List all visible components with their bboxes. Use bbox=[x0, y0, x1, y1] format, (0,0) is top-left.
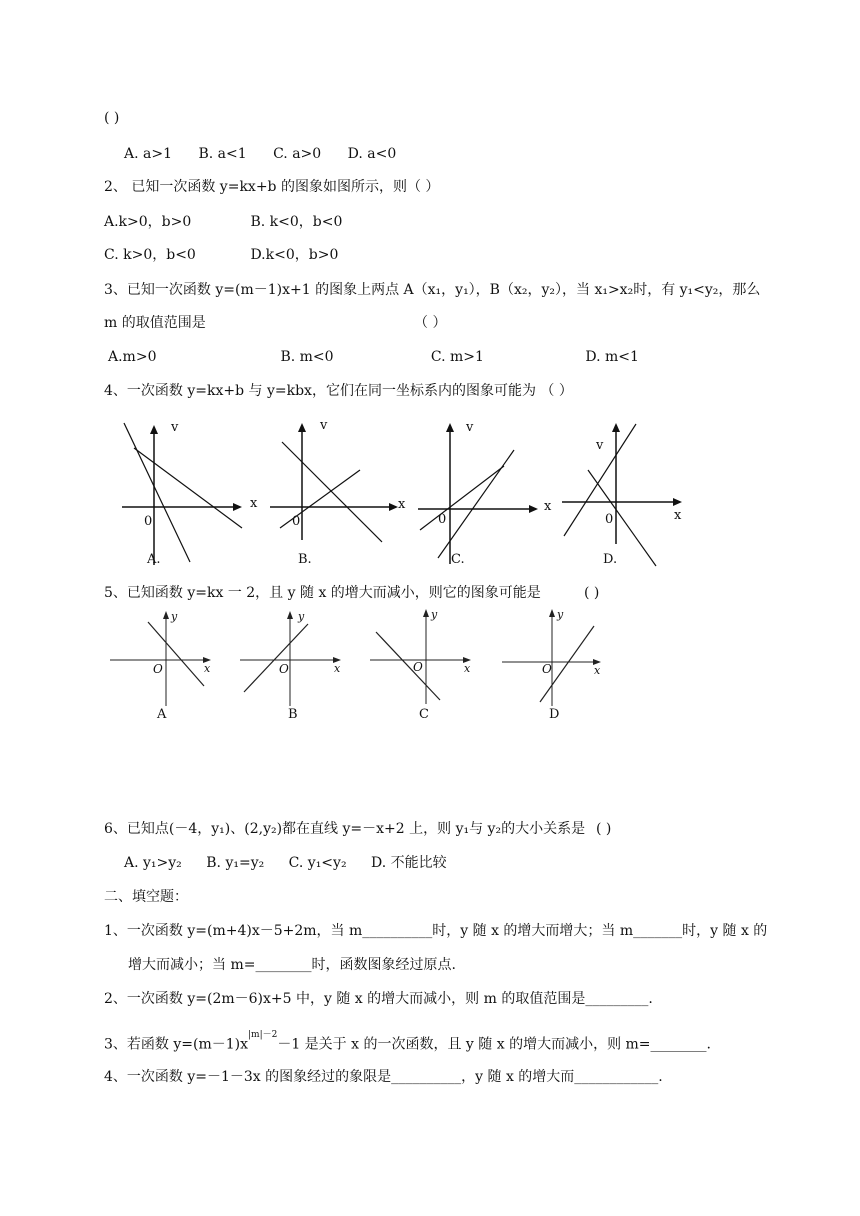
q5-bracket: ( ) bbox=[584, 585, 600, 601]
q1-option-b[interactable]: B. a<1 bbox=[198, 146, 247, 162]
q3-option-c[interactable]: C. m>1 bbox=[430, 349, 484, 365]
q4-graph-a-label: A. bbox=[147, 552, 161, 567]
q5-graph-c-label: C bbox=[419, 707, 429, 722]
q4-graph-d-label: D. bbox=[603, 552, 618, 567]
q5-graph-a-yaxis: y bbox=[171, 610, 178, 623]
q4-graph-b-xaxis: x bbox=[398, 497, 406, 512]
q5-graph-c-xaxis: x bbox=[464, 662, 471, 675]
section-fill-in-title: 二、填空题： bbox=[104, 889, 188, 905]
fill3-after: －1 是关于 x 的一次函数，且 y 随 x 的增大而减小，则 m=________. bbox=[277, 1036, 711, 1053]
q1-bracket: ( ) bbox=[104, 110, 120, 126]
q5-graph-a[interactable] bbox=[108, 608, 218, 708]
q2-options-row2 bbox=[104, 245, 338, 265]
q6-option-c[interactable]: C. y₁<y₂ bbox=[288, 855, 347, 871]
q3-option-d[interactable]: D. m<1 bbox=[585, 349, 639, 365]
q5-graph-b-xaxis: x bbox=[334, 662, 341, 675]
q6-stem: 6、已知点(－4，y₁)、(2,y₂)都在直线 y=－x+2 上，则 y₁与 y₂的大小关系是 bbox=[104, 821, 586, 837]
q5-graph-d[interactable] bbox=[498, 606, 608, 710]
q6-option-d[interactable]: D. 不能比较 bbox=[371, 855, 447, 871]
q5-graph-c-yaxis: y bbox=[431, 608, 438, 621]
q5-graph-b-label: B bbox=[288, 707, 298, 722]
q4-graph-c-label: C. bbox=[451, 552, 465, 567]
q5-graph-c[interactable] bbox=[368, 606, 478, 706]
q5-graph-b[interactable] bbox=[238, 608, 348, 708]
q5-stem: 5、已知函数 y=kx 一 2，且 y 随 x 的增大而减小，则它的图象可能是 bbox=[104, 585, 541, 601]
q5-graph-a-label: A bbox=[157, 707, 167, 722]
q5-graph-d-xaxis: x bbox=[594, 664, 601, 677]
fill3-before: 3、若函数 y=(m－1)x bbox=[104, 1036, 248, 1053]
q3-option-a[interactable]: A.m>0 bbox=[108, 349, 157, 365]
q4-graph-b-origin: 0 bbox=[292, 514, 301, 529]
q4-graph-d[interactable] bbox=[556, 416, 691, 568]
q2-option-b[interactable]: B. k<0，b<0 bbox=[250, 214, 343, 230]
fill4-line: 4、一次函数 y=－1－3x 的图象经过的象限是__________，y 随 x 的增大而____________. bbox=[104, 1069, 663, 1085]
fill2-line: 2、一次函数 y=(2m－6)x+5 中，y 随 x 的增大而减小，则 m 的取值范围是_________. bbox=[104, 991, 653, 1007]
q5-graph-b-origin: O bbox=[279, 662, 289, 676]
q2-option-d[interactable]: D.k<0，b>0 bbox=[250, 247, 339, 263]
q5-graph-a-xaxis: x bbox=[204, 662, 211, 675]
q5-graph-a-origin: O bbox=[153, 662, 163, 676]
fill3-exponent: |m|－2 bbox=[248, 1030, 278, 1040]
q4-graph-c-yaxis: v bbox=[466, 420, 474, 435]
q5-graph-b-yaxis: y bbox=[298, 610, 305, 623]
q3-stem-text: m 的取值范围是 bbox=[104, 315, 206, 331]
q4-graph-a-yaxis: v bbox=[171, 420, 179, 435]
fill1-line2: 增大而减小；当 m=________时，函数图象经过原点. bbox=[128, 957, 456, 973]
q3-options bbox=[108, 347, 639, 367]
q4-graph-d-origin: 0 bbox=[605, 512, 614, 527]
q4-graph-c-origin: 0 bbox=[438, 512, 447, 527]
q4-graph-b-yaxis: v bbox=[320, 418, 328, 433]
q1-option-a[interactable]: A. a>1 bbox=[124, 146, 172, 162]
q2-option-a[interactable]: A.k>0，b>0 bbox=[104, 214, 192, 230]
q2-stem: 2、 已知一次函数 y=kx+b 的图象如图所示，则（ ） bbox=[104, 179, 440, 195]
q1-option-d[interactable]: D. a<0 bbox=[347, 146, 397, 162]
q3-stem-line1: 3、已知一次函数 y=(m－1)x+1 的图象上两点 A（x₁，y₁），B（x₂，y₂），当 x₁>x₂时，有 y₁<y₂，那么 bbox=[104, 282, 761, 298]
q2-option-c[interactable]: C. k>0，b<0 bbox=[104, 247, 196, 263]
q5-graph-d-origin: O bbox=[542, 662, 552, 676]
q2-options-row1 bbox=[104, 212, 342, 232]
q4-graph-b-label: B. bbox=[298, 552, 312, 567]
q4-graph-a-xaxis: x bbox=[250, 496, 258, 511]
q4-graph-b[interactable] bbox=[262, 418, 402, 568]
q4-graph-d-yaxis: v bbox=[596, 438, 604, 453]
q3-bracket: （ ） bbox=[414, 315, 447, 331]
q6-bracket: ( ) bbox=[596, 821, 612, 837]
q4-graph-c[interactable] bbox=[412, 418, 547, 568]
q5-graph-d-label: D bbox=[549, 707, 560, 722]
q4-graph-c-xaxis: x bbox=[544, 499, 552, 514]
q6-option-b[interactable]: B. y₁=y₂ bbox=[206, 855, 265, 871]
q6-options bbox=[124, 853, 447, 873]
q5-graph-c-origin: O bbox=[413, 660, 423, 674]
q6-stem-row bbox=[104, 819, 612, 839]
q4-graph-a-origin: 0 bbox=[144, 514, 153, 529]
q3-stem-line2 bbox=[104, 313, 447, 333]
q3-option-b[interactable]: B. m<0 bbox=[280, 349, 334, 365]
fill1-line1: 1、一次函数 y=(m+4)x－5+2m，当 m__________时，y 随 x 的增大而增大；当 m_______时，y 随 x 的 bbox=[104, 923, 768, 939]
q1-option-c[interactable]: C. a>0 bbox=[273, 146, 322, 162]
q1-options bbox=[124, 144, 396, 164]
q5-graph-d-yaxis: y bbox=[557, 608, 564, 621]
q5-stem-row bbox=[104, 583, 600, 603]
fill3-line bbox=[104, 1031, 711, 1055]
q4-graph-a[interactable] bbox=[112, 420, 252, 570]
q4-stem: 4、一次函数 y=kx+b 与 y=kbx，它们在同一坐标系内的图象可能为 （ ） bbox=[104, 383, 573, 399]
q4-graph-d-xaxis: x bbox=[674, 508, 682, 523]
q6-option-a[interactable]: A. y₁>y₂ bbox=[124, 855, 182, 871]
